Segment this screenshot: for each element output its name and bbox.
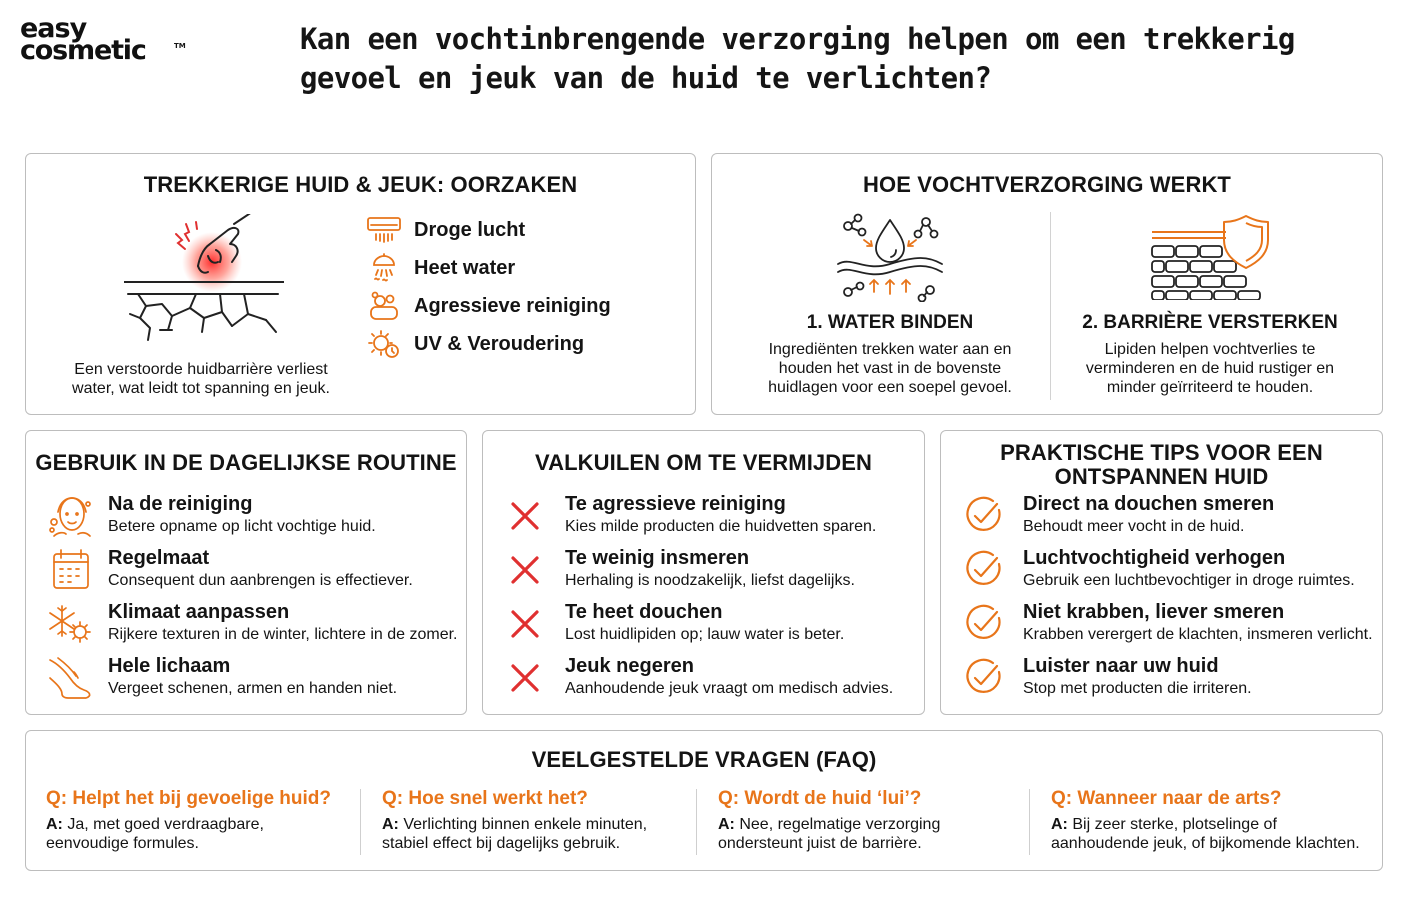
brand-logo-line1: easy [20,13,87,44]
step2-desc [1052,340,1368,397]
pitfalls-title: VALKUILEN OM TE VERMIJDEN [534,450,872,475]
faq-item [718,787,1038,857]
pitfall-title: Te heet douchen [565,601,723,623]
cause-item-harsh-cleansing [366,291,611,321]
tip-desc: Gebruik een luchtbevochtiger in droge ruimtes. [1023,572,1355,589]
pitfalls-panel [482,430,925,715]
faq-question: Q: Helpt het bij gevoelige huid? [46,788,332,809]
x-mark-icon [501,656,553,700]
routine-item-after-cleansing [40,492,462,540]
tips-title [941,441,1382,489]
cause-label: UV & Veroudering [414,332,585,355]
how-divider [1050,212,1051,400]
routine-item-title: Na de reiniging [108,493,253,515]
faq-title: VEELGESTELDE VRAGEN (FAQ) [531,747,877,772]
tip-title: Direct na douchen smeren [1023,493,1275,515]
faq-panel [25,730,1383,871]
tip-desc: Stop met producten die irriteren. [1023,680,1252,697]
check-circle-icon [959,548,1011,592]
pitfall-title: Te agressieve reiniging [565,493,786,515]
check-circle-icon [959,494,1011,538]
routine-item-desc: Betere opname op licht vochtige huid. [108,518,376,535]
leg-icon [44,656,96,700]
sun-clock-icon [366,329,402,359]
pitfall-title: Jeuk negeren [565,655,694,677]
cause-label: Droge lucht [414,218,526,241]
faq-answer-line2: stabiel effect bij dagelijks gebruik. [382,835,621,852]
brick-wall-shield-icon [1148,214,1272,300]
step1-desc-line3: huidlagen voor een soepel gevoel. [768,379,1012,396]
cause-label: Agressieve reiniging [414,294,611,317]
tip-title: Luchtvochtigheid verhogen [1023,547,1286,569]
faq-answer-prefix: A: [1051,816,1068,833]
tip-title: Luister naar uw huid [1023,655,1219,677]
faq-question: Q: Wanneer naar de arts? [1051,788,1282,809]
routine-title: GEBRUIK IN DE DAGELIJKSE ROUTINE [35,450,457,475]
snowflake-sun-icon [44,602,96,646]
shower-icon [366,253,402,283]
faq-question: Q: Wordt de huid ‘lui’? [718,788,922,809]
faq-answer [718,815,1038,853]
pitfall-item [497,654,920,702]
tip-title: Niet krabben, liever smeren [1023,601,1285,623]
faq-item [382,787,702,857]
causes-caption-line1: Een verstoorde huidbarrière verliest [74,361,328,378]
step1-title: 1. WATER BINDEN [806,312,974,333]
step2-desc-line2: verminderen en de huid rustiger en [1085,360,1335,377]
brand-logo [20,13,190,68]
faq-item [46,787,366,857]
faq-question: Q: Hoe snel werkt het? [382,788,588,809]
pitfall-item [497,546,920,594]
calendar-icon [44,548,96,592]
faq-divider [1029,789,1030,855]
step2-desc-line3: minder geïrriteerd te houden. [1106,379,1314,396]
routine-item-desc: Consequent dun aanbrengen is effectiever. [108,572,413,589]
pitfall-title: Te weinig insmeren [565,547,750,569]
air-conditioner-icon [366,215,402,245]
faq-divider [696,789,697,855]
faq-answer-line1: Verlichting binnen enkele minuten, [403,816,648,833]
cause-item-dry-air [366,215,525,245]
cause-item-hot-water [366,253,515,283]
water-drop-molecules-icon [834,212,946,302]
how-panel [711,153,1383,415]
routine-item-title: Hele lichaam [108,655,231,677]
pitfall-desc: Herhaling is noodzakelijk, liefst dagelijks. [565,572,855,589]
tip-item [955,654,1378,702]
cause-label: Heet water [414,256,516,279]
tip-desc: Behoudt meer vocht in de huid. [1023,518,1245,535]
brand-logo-line2: cosmetic [20,35,146,66]
causes-title: TREKKERIGE HUID & JEUK: OORZAKEN [143,172,578,197]
tip-item [955,492,1378,540]
pitfall-item [497,492,920,540]
routine-item-desc: Vergeet schenen, armen en handen niet. [108,680,398,697]
faq-answer-line1: Bij zeer sterke, plotselinge of [1072,816,1277,833]
pitfall-desc: Lost huidlipiden op; lauw water is beter. [565,626,845,643]
faq-answer-prefix: A: [46,816,63,833]
faq-answer-line1: Nee, regelmatige verzorging [739,816,941,833]
page-title: Kan een vochtinbrengende verzorging helpen om een trekkerig gevoel en jeuk van de huid te verlichten? [300,22,1295,95]
tip-desc: Krabben verergert de klachten, insmeren verlicht. [1023,626,1373,643]
routine-panel [25,430,467,715]
cause-item-uv-aging [366,329,584,359]
soap-bubbles-icon [366,291,402,321]
routine-item-title: Klimaat aanpassen [108,601,290,623]
step2-title: 2. BARRIÈRE VERSTERKEN [1082,312,1338,333]
x-mark-icon [501,602,553,646]
faq-item [1051,787,1376,857]
step1-desc-line2: houden het vast in de bovenste [778,360,1002,377]
check-circle-icon [959,656,1011,700]
routine-item-climate [40,600,462,648]
step1-desc-line1: Ingrediënten trekken water aan en [768,341,1012,358]
check-circle-icon [959,602,1011,646]
pitfall-desc: Aanhoudende jeuk vraagt om medisch advies. [565,680,894,697]
step1-desc [732,340,1048,397]
faq-answer-line2: aanhoudende jeuk, of bijkomende klachten. [1051,835,1360,852]
faq-answer [382,815,702,853]
cracked-skin-hand-icon [124,214,284,344]
faq-answer [1051,815,1376,853]
tip-item [955,600,1378,648]
tips-title-line1: PRAKTISCHE TIPS VOOR EEN [1000,440,1323,465]
pitfall-desc: Kies milde producten die huidvetten sparen. [565,518,877,535]
causes-panel [25,153,696,415]
causes-caption-line2: water, wat leidt tot spanning en jeuk. [72,380,330,397]
routine-item-regularity [40,546,462,594]
faq-answer-prefix: A: [382,816,399,833]
faq-answer-line1: Ja, met goed verdraagbare, [67,816,264,833]
tips-panel [940,430,1383,715]
brand-trademark: TM [174,42,186,50]
faq-answer-prefix: A: [718,816,735,833]
routine-item-title: Regelmaat [108,547,210,569]
face-wash-icon [44,494,96,538]
tips-title-line2: ONTSPANNEN HUID [1054,464,1269,489]
routine-item-whole-body [40,654,462,702]
pitfall-item [497,600,920,648]
faq-answer-line2: eenvoudige formules. [46,835,199,852]
faq-divider [360,789,361,855]
x-mark-icon [501,548,553,592]
how-title: HOE VOCHTVERZORGING WERKT [863,172,1231,197]
tip-item [955,546,1378,594]
causes-caption [46,360,356,398]
faq-answer-line2: ondersteunt juist de barrière. [718,835,922,852]
routine-item-desc: Rijkere texturen in de winter, lichtere in de zomer. [108,626,458,643]
faq-answer [46,815,366,853]
step2-desc-line1: Lipiden helpen vochtverlies te [1104,341,1316,358]
x-mark-icon [501,494,553,538]
